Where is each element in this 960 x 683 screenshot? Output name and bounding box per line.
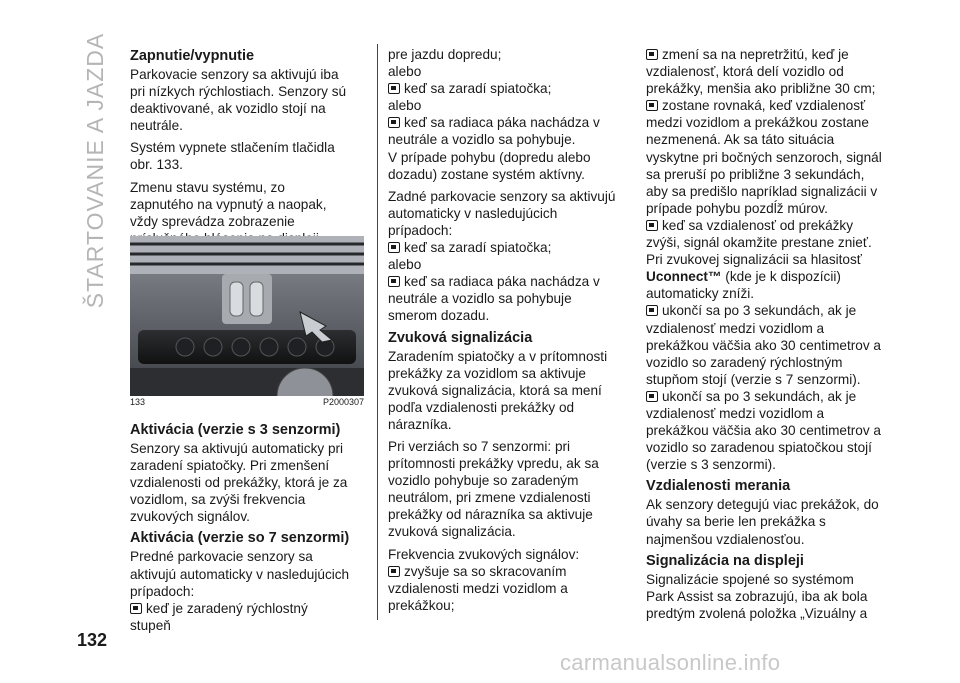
- chapter-title: ŠTARTOVANIE A JAZDA: [82, 32, 109, 308]
- bullet-item: keď sa zaradí spiatočka;: [388, 80, 620, 97]
- column-2: [388, 46, 620, 614]
- bullet-icon: [388, 242, 400, 253]
- bullet-icon: [646, 100, 658, 111]
- paragraph: Zmenu stavu systému, zo zapnutého na vypnutý a naopak, vždy sprevádza zobrazenie: [130, 179, 327, 229]
- bullet-item: ukončí sa po 3 sekundách, ak je vzdialenosť medzi vozidlom a prekážkou väčšia ako 30 centimetrov a vozidlo so zaradenou spiatočkou stojí (verzie s 3 senzormi).: [646, 388, 881, 473]
- bullet-icon: [646, 305, 658, 316]
- bullet-item: keď sa zaradí spiatočka;: [388, 239, 620, 256]
- bullet-item: keď sa vzdialenosť od prekážky zvýši, signál okamžite prestane znieť.: [646, 217, 872, 251]
- paragraph: Pri zvukovej signalizácii sa hlasitosť Uconnect™ (kde je k dispozícii) automaticky zníži.: [646, 252, 862, 302]
- column-1-lower: [130, 420, 352, 634]
- figure-caption: [130, 397, 364, 407]
- bullet-item: zostane rovnaká, keď vzdialenosť medzi vozidlom a prekážkou zostane nezmenená. Ak sa táto situácia vyskytne pri bočných senzoroch, signál sa preruší po približne 3 sekundách, aby sa predišlo napríklad signalizácii v prípade pohybu pozdĺž múrov.: [646, 98, 882, 216]
- paragraph: Ak senzory detegujú viac prekážok, do úvahy sa berie len prekážka s najmenšou vzdialenosťou.: [646, 497, 879, 547]
- paragraph: Frekvencia zvukových signálov:: [388, 546, 580, 562]
- bullet-item: zvyšuje sa so skracovaním vzdialenosti medzi vozidlom a prekážkou;: [388, 563, 568, 613]
- bullet-icon: [388, 276, 400, 287]
- bullet-item: keď je zaradený rýchlostný stupeň: [130, 600, 308, 633]
- figure-number: 133: [130, 397, 146, 407]
- bullet-item: ukončí sa po 3 sekundách, ak je vzdialenosť medzi vozidlom a prekážkou väčšia ako 30 centimetrov a vozidlo so zaradený rýchlostným stupňom stojí (verzie s 7 senzormi).: [646, 303, 881, 387]
- bullet-icon: [388, 117, 400, 128]
- bullet-icon: [388, 83, 400, 94]
- heading-sound: Zvuková signalizácia: [388, 329, 533, 346]
- paragraph: Zaradením spiatočky a v prítomnosti prekážky za vozidlom sa aktivuje zvuková signalizácia, ktorá sa mení podľa vzdialenosti prekážky od nárazníka.: [388, 348, 608, 432]
- brand-uconnect: Uconnect™: [646, 269, 722, 285]
- bullet-icon: [646, 391, 658, 402]
- paragraph: Senzory sa aktivujú automaticky pri zaradení spiatočky. Pri zmenšení vzdialenosti od prekážky, ktorá je za vozidlom, sa zvýši frekvencia zvukových signálov.: [130, 441, 348, 525]
- paragraph: Pri verziách so 7 senzormi: pri prítomnosti prekážky vpredu, ak sa vozidlo pohybuje so zaradeným neutrálom, pri zmene vzdialenosti prekážky od nárazníka sa aktivuje zvuková signalizácia.: [388, 438, 599, 540]
- heading-switch: Zapnutie/vypnutie: [130, 48, 255, 64]
- paragraph: pre jazdu dopredu;: [388, 47, 502, 62]
- bullet-icon: [130, 603, 142, 614]
- bullet-item: keď sa radiaca páka nachádza v neutrále a vozidlo sa pohybuje smerom dozadu.: [388, 274, 600, 324]
- dashboard-button-photo: [130, 236, 364, 396]
- bullet-icon: [646, 220, 658, 231]
- paragraph: alebo: [388, 257, 422, 273]
- paragraph: alebo: [388, 64, 422, 80]
- page-number: 132: [77, 630, 108, 650]
- column-divider: [377, 44, 378, 620]
- heading-3-sensors: Aktivácia (verzie s 3 senzormi): [130, 422, 341, 438]
- figure-code: P2000307: [322, 397, 364, 407]
- paragraph: Parkovacie senzory sa aktivujú iba pri nízkych rýchlostiach. Senzory sú deaktivované, ak vozidlo stojí na neutrále.: [130, 67, 347, 134]
- bullet-item: zmení sa na nepretržitú, keď je vzdialenosť, ktorá delí vozidlo od prekážky, menšia ako približne 30 cm;: [646, 47, 876, 97]
- heading-display: Signalizácia na displeji: [646, 552, 804, 569]
- heading-distance: Vzdialenosti merania: [646, 478, 791, 495]
- bullet-item: keď sa radiaca páka nachádza v neutrále a vozidlo sa pohybuje.: [388, 115, 600, 148]
- paragraph: Signalizácie spojené so systémom Park Assist sa zobrazujú, iba ak bola predtým zvolená položka „Vizuálny a: [646, 571, 868, 621]
- column-3: [646, 46, 884, 627]
- heading-7-sensors: Aktivácia (verzie so 7 senzormi): [130, 530, 350, 547]
- paragraph: alebo: [388, 98, 422, 114]
- paragraph: Systém vypnete stlačením tlačidla obr. 133.: [130, 140, 335, 173]
- paragraph: Zadné parkovacie senzory sa aktivujú automaticky v nasledujúcich prípadoch:: [388, 188, 616, 238]
- bullet-icon: [646, 49, 658, 60]
- footer-watermark: carmanualsonline.info: [560, 650, 781, 675]
- paragraph: V prípade pohybu (dopredu alebo dozadu) zostane systém aktívny.: [388, 149, 591, 182]
- bullet-icon: [388, 566, 400, 577]
- chapter-sidebar: [78, 32, 114, 308]
- paragraph: Predné parkovacie senzory sa aktivujú automaticky v nasledujúcich prípadoch:: [130, 549, 350, 599]
